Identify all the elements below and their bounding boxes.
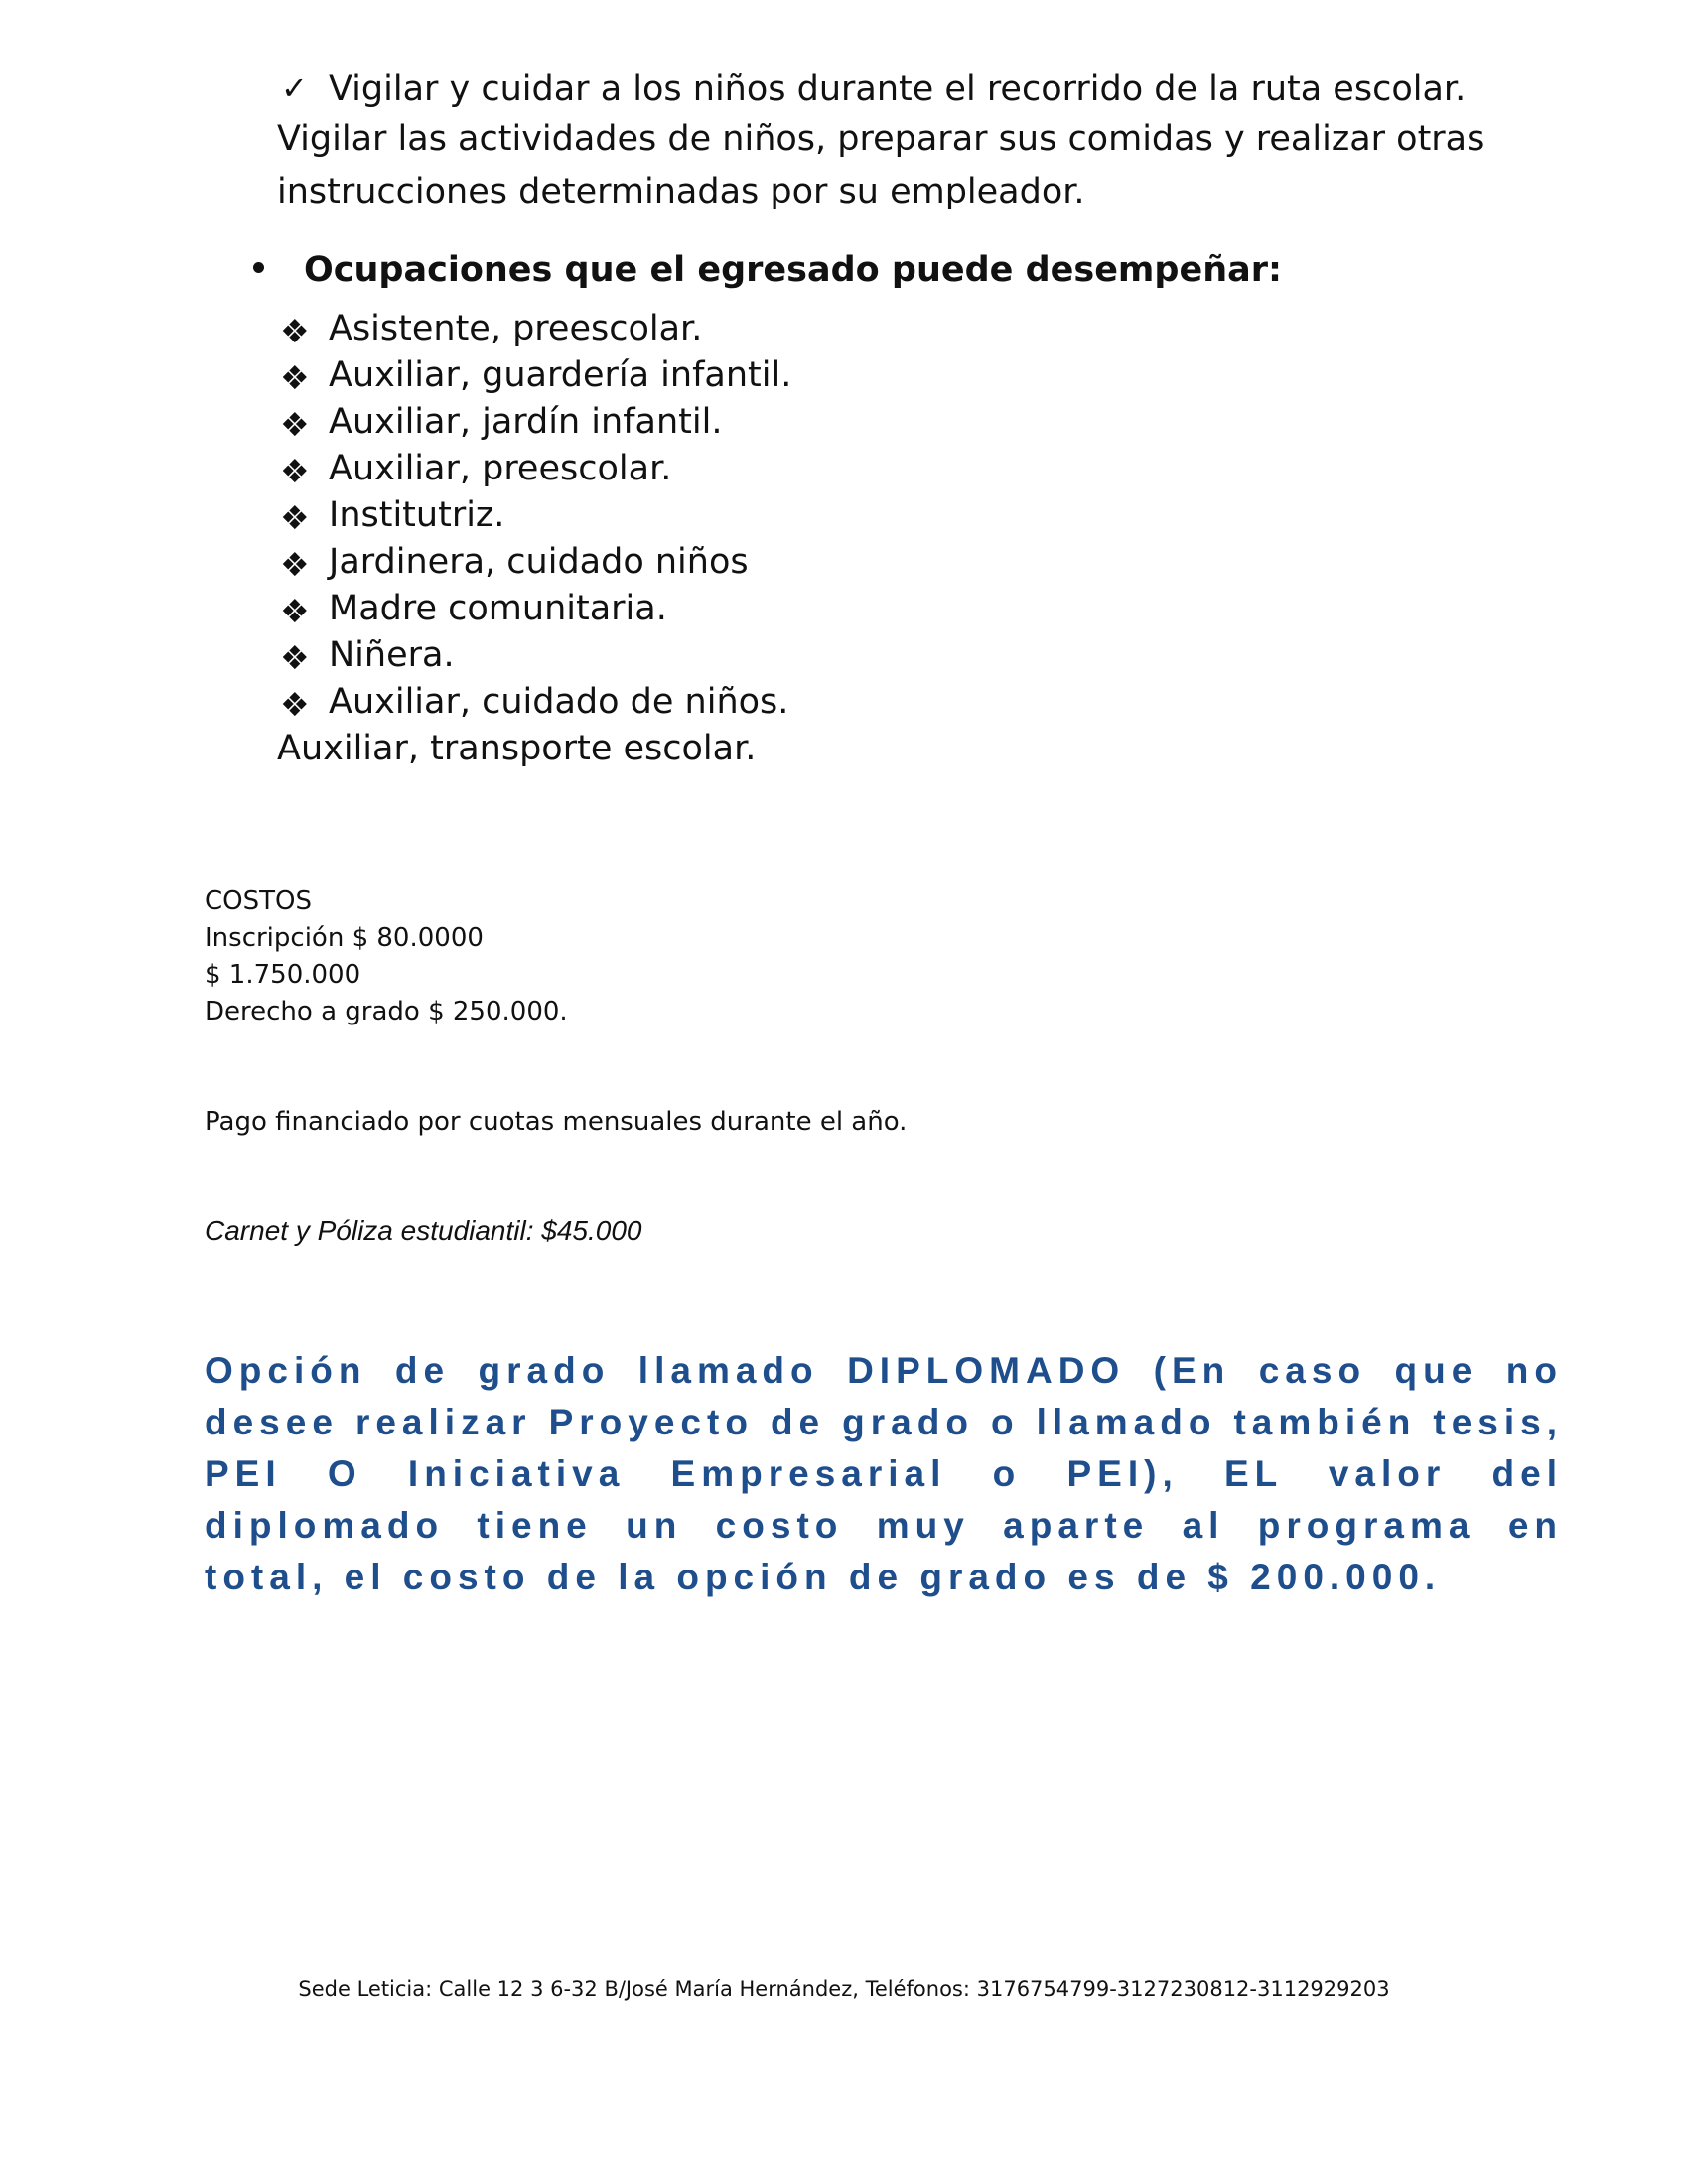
- costs-inscripcion: Inscripción $ 80.0000: [205, 923, 484, 953]
- list-item: Auxiliar, guardería infantil.: [329, 355, 792, 395]
- occupations-heading: Ocupaciones que el egresado puede desempeñar:: [304, 250, 1282, 290]
- costs-title: COSTOS: [205, 887, 312, 916]
- diamond-bullet-icon: ❖: [280, 312, 310, 350]
- list-item: Madre comunitaria.: [329, 589, 667, 628]
- diamond-bullet-icon: ❖: [280, 452, 310, 490]
- list-item: Auxiliar, preescolar.: [329, 449, 672, 488]
- list-item-extra: Auxiliar, transporte escolar.: [277, 729, 757, 768]
- diamond-bullet-icon: ❖: [280, 638, 310, 677]
- list-item: Institutriz.: [329, 495, 505, 535]
- list-item: Jardinera, cuidado niños: [329, 542, 749, 582]
- diamond-bullet-icon: ❖: [280, 592, 310, 630]
- list-item: Auxiliar, cuidado de niños.: [329, 682, 789, 722]
- costs-amount: $ 1.750.000: [205, 960, 361, 990]
- diamond-bullet-icon: ❖: [280, 685, 310, 724]
- diplomado-paragraph: Opción de grado llamado DIPLOMADO (En caso que no desee realizar Proyecto de grado o llamado también tesis, PEI O Iniciativa Empresarial o PEI), EL valor del diplomado tiene un costo muy aparte al programa en total, el costo de la opción de grado es de $ 200.000.: [205, 1350, 1563, 1597]
- task-check-item: Vigilar y cuidar a los niños durante el recorrido de la ruta escolar.: [329, 69, 1467, 109]
- list-item: Asistente, preescolar.: [329, 309, 703, 348]
- task-paragraph-line1: Vigilar las actividades de niños, preparar sus comidas y realizar otras: [277, 119, 1485, 159]
- task-paragraph-line2: instrucciones determinadas por su empleador.: [277, 172, 1085, 211]
- diamond-bullet-icon: ❖: [280, 405, 310, 444]
- costs-derecho-grado: Derecho a grado $ 250.000.: [205, 997, 568, 1026]
- bullet-icon: [253, 262, 264, 273]
- list-item: Auxiliar, jardín infantil.: [329, 402, 723, 442]
- list-item: Niñera.: [329, 635, 455, 675]
- payment-note: Pago financiado por cuotas mensuales durante el año.: [205, 1107, 908, 1137]
- diamond-bullet-icon: ❖: [280, 358, 310, 397]
- carnet-poliza: Carnet y Póliza estudiantil: $45.000: [205, 1215, 642, 1246]
- diamond-bullet-icon: ❖: [280, 498, 310, 537]
- footer-address: Sede Leticia: Calle 12 3 6-32 B/José María Hernández, Teléfonos: 3176754799-3127230812-3112929203: [298, 1978, 1390, 2001]
- checkmark-icon: ✓: [281, 69, 308, 107]
- diamond-bullet-icon: ❖: [280, 545, 310, 584]
